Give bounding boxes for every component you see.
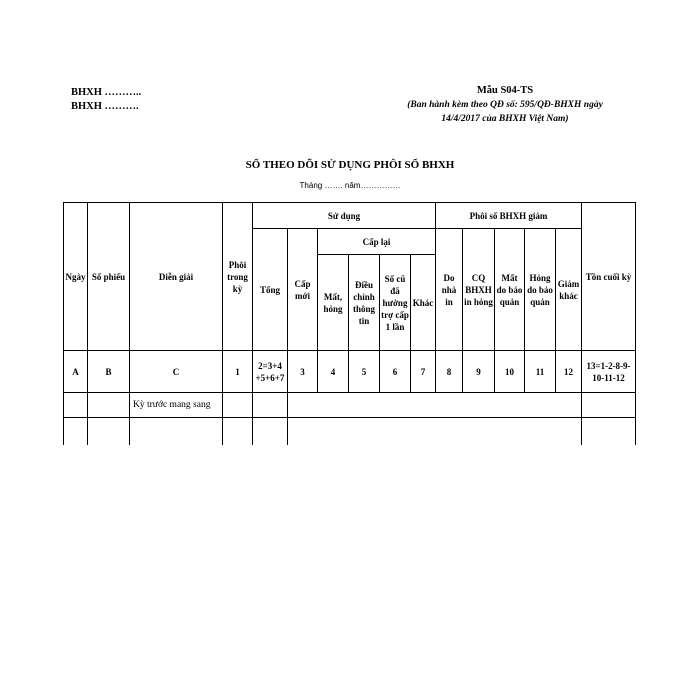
table-cell (130, 418, 223, 445)
table-cell (288, 418, 582, 445)
header-ton-cuoi-ky: Tồn cuối kỳ (582, 203, 636, 351)
column-index-row (64, 351, 636, 393)
table-cell (288, 393, 582, 418)
period-line: Tháng ……. năm…………… (299, 181, 401, 190)
index-cell: 9 (463, 351, 495, 393)
header-mat-do-bao-quan: Mất do bảo quản (495, 229, 525, 351)
header-cq-bhxh-in-hong: CQ BHXH in hỏng (463, 229, 495, 351)
header-do-nha-in: Do nhà in (436, 229, 463, 351)
header-khac: Khác (411, 255, 436, 351)
header-group-phoi-giam: Phôi sổ BHXH giảm (436, 203, 582, 229)
table-cell (223, 393, 253, 418)
table-cell (88, 418, 130, 445)
header-tong: Tổng (253, 229, 288, 351)
form-code-block (400, 84, 610, 126)
table-cell (253, 393, 288, 418)
table-cell (253, 418, 288, 445)
header-phoi-trong-ky: Phôi trong kỳ (223, 203, 253, 351)
header-so-phieu: Số phiếu (88, 203, 130, 351)
index-cell: 3 (288, 351, 318, 393)
header-mat-hong: Mất, hỏng (318, 255, 349, 351)
index-cell: A (64, 351, 88, 393)
index-cell: B (88, 351, 130, 393)
table-cell (64, 393, 88, 418)
header-giam-khac: Giảm khác (556, 229, 582, 351)
index-cell: 11 (525, 351, 556, 393)
index-cell: 4 (318, 351, 349, 393)
index-cell: 7 (411, 351, 436, 393)
header-dien-giai: Diễn giải (130, 203, 223, 351)
table-cell (582, 418, 636, 445)
index-cell: 8 (436, 351, 463, 393)
header-hong-do-bao-quan: Hỏng do bảo quản (525, 229, 556, 351)
header-group-su-dung: Sử dụng (253, 203, 436, 229)
table-cell (64, 418, 88, 445)
usage-ledger-table (63, 202, 636, 445)
table-cell (223, 418, 253, 445)
index-cell: 13=1-2-8-9-10-11-12 (582, 351, 636, 393)
document-title: SỔ THEO DÕI SỬ DỤNG PHÔI SỔ BHXH (245, 159, 455, 171)
header-group-cap-lai: Cấp lại (318, 229, 436, 255)
issued-by-line-2: 14/4/2017 của BHXH Việt Nam) (441, 114, 569, 124)
table-cell (88, 393, 130, 418)
table-cell (582, 393, 636, 418)
header-ngay: Ngày (64, 203, 88, 351)
index-cell: C (130, 351, 223, 393)
header-dieu-chinh-thong-tin: Điều chỉnh thông tin (349, 255, 380, 351)
carry-forward-label: Kỳ trước mang sang (130, 393, 223, 418)
index-cell: 10 (495, 351, 525, 393)
index-cell: 6 (380, 351, 411, 393)
issuing-unit-line-2: BHXH ………. (71, 101, 139, 112)
header-cap-moi: Cấp mới (288, 229, 318, 351)
issued-by-line-1: (Ban hành kèm theo QĐ số: 595/QĐ-BHXH ngày (407, 100, 603, 110)
index-cell: 2=3+4 +5+6+7 (253, 351, 288, 393)
issuing-unit-block (71, 86, 141, 114)
header-so-cu: Số cũ đã hưởng trợ cấp 1 lần (380, 255, 411, 351)
table-row (64, 418, 636, 445)
carry-forward-row (64, 393, 636, 418)
index-cell: 5 (349, 351, 380, 393)
form-code: Mẫu S04-TS (476, 85, 534, 96)
index-cell: 12 (556, 351, 582, 393)
index-cell: 1 (223, 351, 253, 393)
issuing-unit-line-1: BHXH ……….. (71, 87, 142, 98)
